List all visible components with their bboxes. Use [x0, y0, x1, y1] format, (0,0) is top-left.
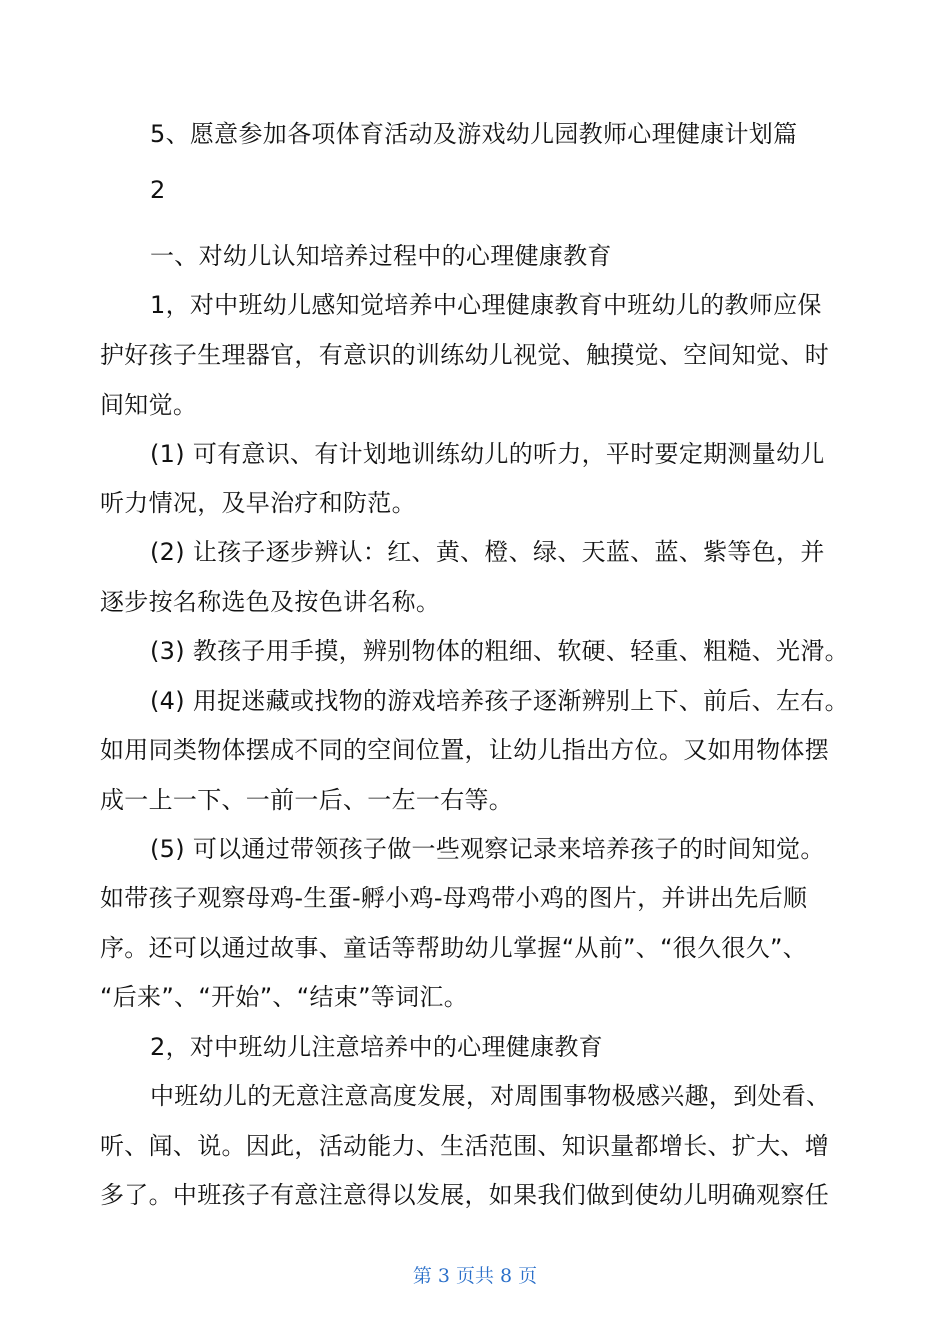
text-line: 多了。中班孩子有意注意得以发展，如果我们做到使幼儿明确观察任 [100, 1181, 829, 1209]
text-line: 2 [150, 176, 166, 204]
text-line: 1，对中班幼儿感知觉培养中心理健康教育中班幼儿的教师应保 [150, 291, 822, 319]
text-line: 序。还可以通过故事、童话等帮助幼儿掌握“从前”、“很久很久”、 [100, 934, 808, 962]
text-line: 中班幼儿的无意注意高度发展，对周围事物极感兴趣，到处看、 [150, 1082, 831, 1110]
text-line: 护好孩子生理器官，有意识的训练幼儿视觉、触摸觉、空间知觉、时 [100, 341, 829, 369]
text-line: (2) 让孩子逐步辨认：红、黄、橙、绿、天蓝、蓝、紫等色，并 [150, 538, 825, 566]
text-line: (3) 教孩子用手摸，辨别物体的粗细、软硬、轻重、粗糙、光滑。 [150, 637, 849, 665]
section-heading: 一、对幼儿认知培养过程中的心理健康教育 [150, 242, 612, 270]
text-line: 听、闻、说。因此，活动能力、生活范围、知识量都增长、扩大、增 [100, 1132, 829, 1160]
text-line: (4) 用捉迷藏或找物的游戏培养孩子逐渐辨别上下、前后、左右。 [150, 687, 849, 715]
text-line: 间知觉。 [100, 391, 198, 419]
text-line: (1) 可有意识、有计划地训练幼儿的听力，平时要定期测量幼儿 [150, 440, 825, 468]
text-line: 5、愿意参加各项体育活动及游戏幼儿园教师心理健康计划篇 [150, 120, 798, 148]
text-line: (5) 可以通过带领孩子做一些观察记录来培养孩子的时间知觉。 [150, 835, 825, 863]
section-heading: 2，对中班幼儿注意培养中的心理健康教育 [150, 1033, 603, 1061]
text-line: 如用同类物体摆成不同的空间位置，让幼儿指出方位。又如用物体摆 [100, 736, 829, 764]
text-line: 逐步按名称选色及按色讲名称。 [100, 588, 441, 616]
text-line: 听力情况，及早治疗和防范。 [100, 489, 416, 517]
text-line: 如带孩子观察母鸡-生蛋-孵小鸡-母鸡带小鸡的图片，并讲出先后顺 [100, 884, 808, 912]
text-line: 成一上一下、一前一后、一左一右等。 [100, 786, 514, 814]
text-line: “后来”、“开始”、“结束”等词汇。 [100, 983, 469, 1011]
page-number-footer: 第 3 页共 8 页 [412, 1265, 538, 1287]
